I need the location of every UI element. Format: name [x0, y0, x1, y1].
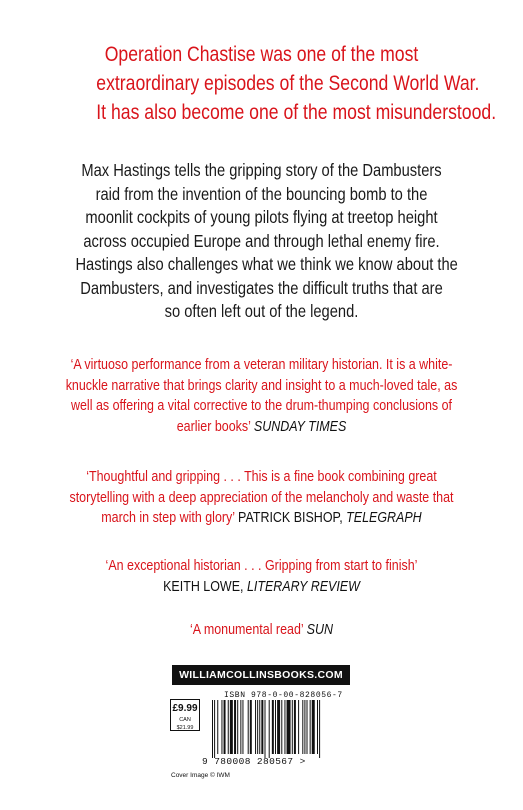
blurb-line: so often left out of the legend.: [164, 301, 359, 321]
barcode-bar: [214, 700, 215, 758]
quote-line: earlier books’: [176, 418, 251, 435]
barcode-bar: [304, 700, 305, 754]
barcode-bar: [302, 700, 303, 754]
barcode-bar: [221, 700, 222, 754]
headline-line: It has also become one of the most misunderstood.: [96, 100, 497, 124]
review-quote-literary-review: [62, 556, 460, 597]
quote-line: knuckle narrative that brings clarity and insight to a much-loved tale, as: [65, 377, 458, 394]
quote-line: march in step with glory’: [101, 510, 235, 526]
barcode-bar: [287, 700, 291, 754]
publisher-website: WILLIAMCOLLINSBOOKS.COM: [172, 665, 350, 685]
quote-source-name: KEITH LOWE,: [163, 578, 244, 595]
quote-line: ‘A virtuoso performance from a veteran military historian. It is a white-: [70, 357, 453, 373]
quote-source-publication: TELEGRAPH: [346, 510, 422, 526]
barcode-bar: [281, 700, 282, 754]
cover-image-credit: Cover Image © IWM: [171, 772, 230, 779]
barcode-bar: [234, 700, 236, 754]
barcode-bar: [240, 700, 241, 754]
headline-line: extraordinary episodes of the Second World War.: [96, 71, 480, 95]
barcode-bar: [265, 700, 266, 758]
blurb-line: Hastings also challenges what we think we know about the: [75, 254, 458, 274]
barcode-bar: [230, 700, 233, 754]
barcode-bar: [248, 700, 249, 754]
barcode-bar: [257, 700, 258, 754]
barcode-bar: [237, 700, 238, 754]
barcode-bar: [284, 700, 285, 754]
barcode-bar: [298, 700, 299, 754]
barcode-bar: [242, 700, 243, 754]
quote-line: well as offering a vital corrective to the drum-thumping conclusions of: [70, 398, 452, 414]
quote-source-name: PATRICK BISHOP,: [238, 510, 343, 526]
price-uk: £9.99: [172, 703, 198, 714]
barcode-bar: [228, 700, 229, 754]
barcode-bar: [224, 700, 226, 754]
barcode-bar: [317, 700, 318, 754]
barcode-bar: [255, 700, 256, 754]
barcode-bar: [310, 700, 311, 754]
barcode-bar: [277, 700, 280, 754]
barcode-bar: [217, 700, 218, 754]
barcode-bar: [250, 700, 252, 754]
review-quote-sun: [62, 620, 460, 641]
barcode-bar: [294, 700, 296, 754]
barcode-bar: [319, 700, 320, 758]
barcode-bar: [275, 700, 276, 754]
isbn-label: ISBN 978-0-00-828056-7: [224, 691, 343, 700]
headline: [96, 40, 497, 127]
blurb-line: Max Hastings tells the gripping story of the Dambusters: [81, 160, 442, 180]
barcode-bar: [269, 700, 270, 758]
quote-line: ‘Thoughtful and gripping . . . This is a fine book combining great: [86, 469, 437, 485]
barcode: [208, 700, 340, 758]
barcode-bar: [307, 700, 308, 754]
review-quote-telegraph: [62, 467, 460, 529]
price-can: CAN $21.99: [176, 717, 194, 731]
barcode-bar: [212, 700, 213, 758]
barcode-bar: [292, 700, 293, 754]
quote-source-publication: LITERARY REVIEW: [246, 578, 360, 595]
blurb-line: raid from the invention of the bouncing bomb to the: [95, 183, 428, 204]
quote-source: SUN: [306, 622, 334, 638]
price-box: [170, 699, 200, 731]
quote-line: storytelling with a deep appreciation of the melancholy and waste that: [69, 489, 454, 506]
quote-line: ‘An exceptional historian . . . Gripping from start to finish’: [105, 558, 418, 574]
review-quote-sunday-times: [62, 355, 460, 437]
barcode-area: [170, 689, 350, 775]
blurb: [75, 159, 458, 324]
quote-line: ‘A monumental read’: [189, 622, 304, 638]
barcode-bar: [259, 700, 260, 754]
quote-source: SUNDAY TIMES: [253, 418, 347, 435]
barcode-bar: [312, 700, 315, 754]
barcode-digits: 9 780008 280567 >: [202, 756, 306, 767]
headline-line: Operation Chastise was one of the most: [104, 42, 419, 66]
blurb-line: moonlit cockpits of young pilots flying at treetop height: [85, 207, 438, 227]
blurb-line: Dambusters, and investigates the difficult truths that are: [80, 277, 443, 298]
barcode-bar: [261, 700, 263, 754]
blurb-line: across occupied Europe and through lethal enemy fire.: [83, 230, 440, 251]
barcode-bar: [272, 700, 274, 754]
